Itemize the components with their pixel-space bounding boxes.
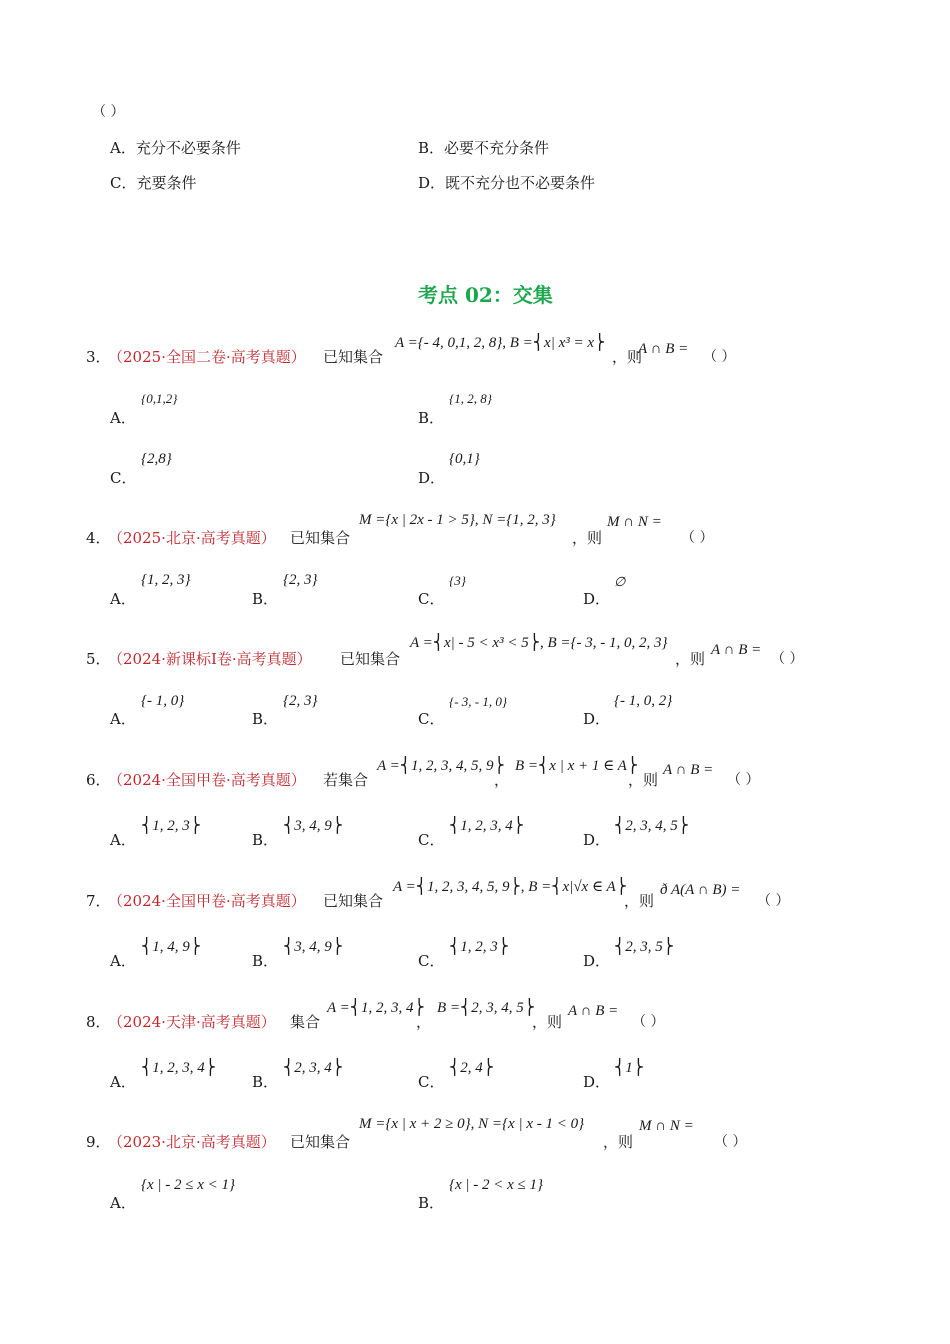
option-b: B．	[252, 831, 279, 849]
question-number: 5．	[86, 650, 111, 668]
option-a-value: {- 1, 0}	[141, 693, 185, 709]
question-text: 若集合	[323, 771, 369, 789]
question-number: 7．	[86, 892, 111, 910]
question-number: 6．	[86, 771, 111, 789]
option-d: D．既不充分也不必要条件	[418, 174, 596, 192]
option-b: B．	[252, 1073, 279, 1091]
question-math: A =⎨x| - 5 < x³ < 5⎬, B ={- 3, - 1, 0, 2, 3}	[410, 635, 668, 651]
question-text: 已知集合	[323, 348, 384, 366]
option-a-value: {x | - 2 ≤ x < 1}	[141, 1177, 236, 1193]
option-a-value: ⎨1, 2, 3⎬	[141, 818, 201, 834]
option-c-value: {3}	[449, 573, 466, 588]
question-then: ，则	[675, 650, 706, 668]
option-a: A．充分不必要条件	[110, 139, 241, 157]
question-source: （2025·北京·高考真题）	[108, 529, 276, 547]
question-text: 已知集合	[323, 892, 384, 910]
option-a: A．	[110, 409, 136, 427]
question-source: （2024·天津·高考真题）	[108, 1013, 276, 1031]
option-d: D．	[583, 952, 611, 970]
option-d: D．	[583, 710, 611, 728]
question-then: ，则	[603, 1133, 634, 1151]
option-c: C．	[110, 469, 137, 487]
option-c-value: {2,8}	[141, 451, 172, 467]
option-d-value: {- 1, 0, 2}	[614, 693, 673, 709]
answer-paren: （ ）	[92, 104, 125, 120]
answer-paren: （ ）	[727, 772, 760, 788]
answer-paren: （ ）	[771, 651, 804, 667]
question-math: A =⎨1, 2, 3, 4⎬	[327, 1000, 425, 1016]
question-math: M ={x | 2x - 1 > 5}, N ={1, 2, 3}	[359, 512, 556, 528]
question-math: A ={- 4, 0,1, 2, 8}, B =⎨x| x³ = x⎬	[395, 335, 606, 351]
option-a-value: ⎨1, 4, 9⎬	[141, 939, 201, 955]
option-b-value: ⎨2, 3, 4⎬	[283, 1060, 343, 1076]
option-c: C．	[418, 831, 445, 849]
option-a: A．	[110, 1194, 136, 1212]
option-d-value: {0,1}	[449, 451, 480, 467]
question-source: （2025·全国二卷·高考真题）	[108, 348, 306, 366]
option-b-value: {x | - 2 < x ≤ 1}	[449, 1177, 544, 1193]
option-c: C．	[418, 1073, 445, 1091]
option-a-value: {0,1,2}	[141, 391, 178, 406]
option-d-value: ⎨2, 3, 4, 5⎬	[614, 818, 689, 834]
option-b-value: {2, 3}	[283, 693, 318, 709]
option-c: C．	[418, 590, 445, 608]
option-c-value: ⎨2, 4⎬	[449, 1060, 494, 1076]
question-math: M ={x | x + 2 ≥ 0}, N ={x | x - 1 < 0}	[359, 1116, 585, 1132]
option-b: B．	[418, 1194, 445, 1212]
option-b: B．必要不充分条件	[418, 139, 550, 157]
question-comma: ，	[494, 771, 510, 789]
option-a: A．	[110, 952, 136, 970]
answer-paren: （ ）	[714, 1134, 747, 1150]
option-c: C．	[418, 710, 445, 728]
question-math: A =⎨1, 2, 3, 4, 5, 9⎬	[377, 758, 505, 774]
option-c: C．充要条件	[110, 174, 197, 192]
option-b-value: ⎨3, 4, 9⎬	[283, 939, 343, 955]
question-math-result: A ∩ B =	[638, 341, 689, 357]
option-d: D．	[583, 831, 611, 849]
question-source: （2024·新课标Ⅰ卷·高考真题）	[108, 650, 312, 668]
question-number: 4．	[86, 529, 111, 547]
option-c-value: {- 3, - 1, 0}	[449, 694, 508, 709]
question-math-result: A ∩ B =	[568, 1003, 619, 1019]
question-then: ，则	[628, 771, 659, 789]
option-a: A．	[110, 831, 136, 849]
option-b-value: {1, 2, 8}	[449, 391, 492, 406]
question-source: （2024·全国甲卷·高考真题）	[108, 771, 306, 789]
option-a-value: {1, 2, 3}	[141, 572, 191, 588]
option-d-value: ⎨2, 3, 5⎬	[614, 939, 674, 955]
question-then: ，则	[612, 348, 643, 366]
option-b: B．	[418, 409, 445, 427]
option-d-value: ⎨1⎬	[614, 1060, 644, 1076]
question-then: ，则	[624, 892, 655, 910]
question-math-result: M ∩ N =	[639, 1118, 694, 1134]
option-b: B．	[252, 590, 279, 608]
option-c: C．	[418, 952, 445, 970]
option-d-value: ∅	[614, 574, 626, 589]
question-then: ，则	[532, 1013, 563, 1031]
option-b-value: ⎨3, 4, 9⎬	[283, 818, 343, 834]
option-b: B．	[252, 952, 279, 970]
option-a-value: ⎨1, 2, 3, 4⎬	[141, 1060, 216, 1076]
question-math-b: B =⎨x | x + 1 ∈ A⎬	[515, 758, 639, 774]
answer-paren: （ ）	[632, 1014, 665, 1030]
question-math-result: ð A(A ∩ B) =	[660, 882, 741, 898]
question-number: 9．	[86, 1133, 111, 1151]
option-d: D．	[583, 1073, 611, 1091]
question-math-b: B =⎨2, 3, 4, 5⎬	[437, 1000, 536, 1016]
question-text: 集合	[290, 1013, 321, 1031]
question-comma: ，	[416, 1013, 432, 1031]
option-d: D．	[583, 590, 611, 608]
option-b: B．	[252, 710, 279, 728]
option-a: A．	[110, 710, 136, 728]
question-math-result: M ∩ N =	[607, 514, 662, 530]
option-a: A．	[110, 590, 136, 608]
question-math-result: A ∩ B =	[711, 642, 762, 658]
answer-paren: （ ）	[681, 530, 714, 546]
answer-paren: （ ）	[757, 893, 790, 909]
question-then: ，则	[572, 529, 603, 547]
question-math: A =⎨1, 2, 3, 4, 5, 9⎬, B =⎨x|√x ∈ A⎬	[393, 879, 627, 895]
option-b-value: {2, 3}	[283, 572, 318, 588]
question-source: （2023·北京·高考真题）	[108, 1133, 276, 1151]
option-d: D．	[418, 469, 446, 487]
question-number: 8．	[86, 1013, 111, 1031]
question-text: 已知集合	[340, 650, 401, 668]
question-number: 3．	[86, 348, 111, 366]
option-a: A．	[110, 1073, 136, 1091]
question-math-result: A ∩ B =	[663, 762, 714, 778]
question-text: 已知集合	[290, 1133, 351, 1151]
option-c-value: ⎨1, 2, 3, 4⎬	[449, 818, 524, 834]
question-text: 已知集合	[290, 529, 351, 547]
option-c-value: ⎨1, 2, 3⎬	[449, 939, 509, 955]
section-title: 考点 02：交集	[418, 283, 553, 307]
answer-paren: （ ）	[703, 349, 736, 365]
question-source: （2024·全国甲卷·高考真题）	[108, 892, 306, 910]
